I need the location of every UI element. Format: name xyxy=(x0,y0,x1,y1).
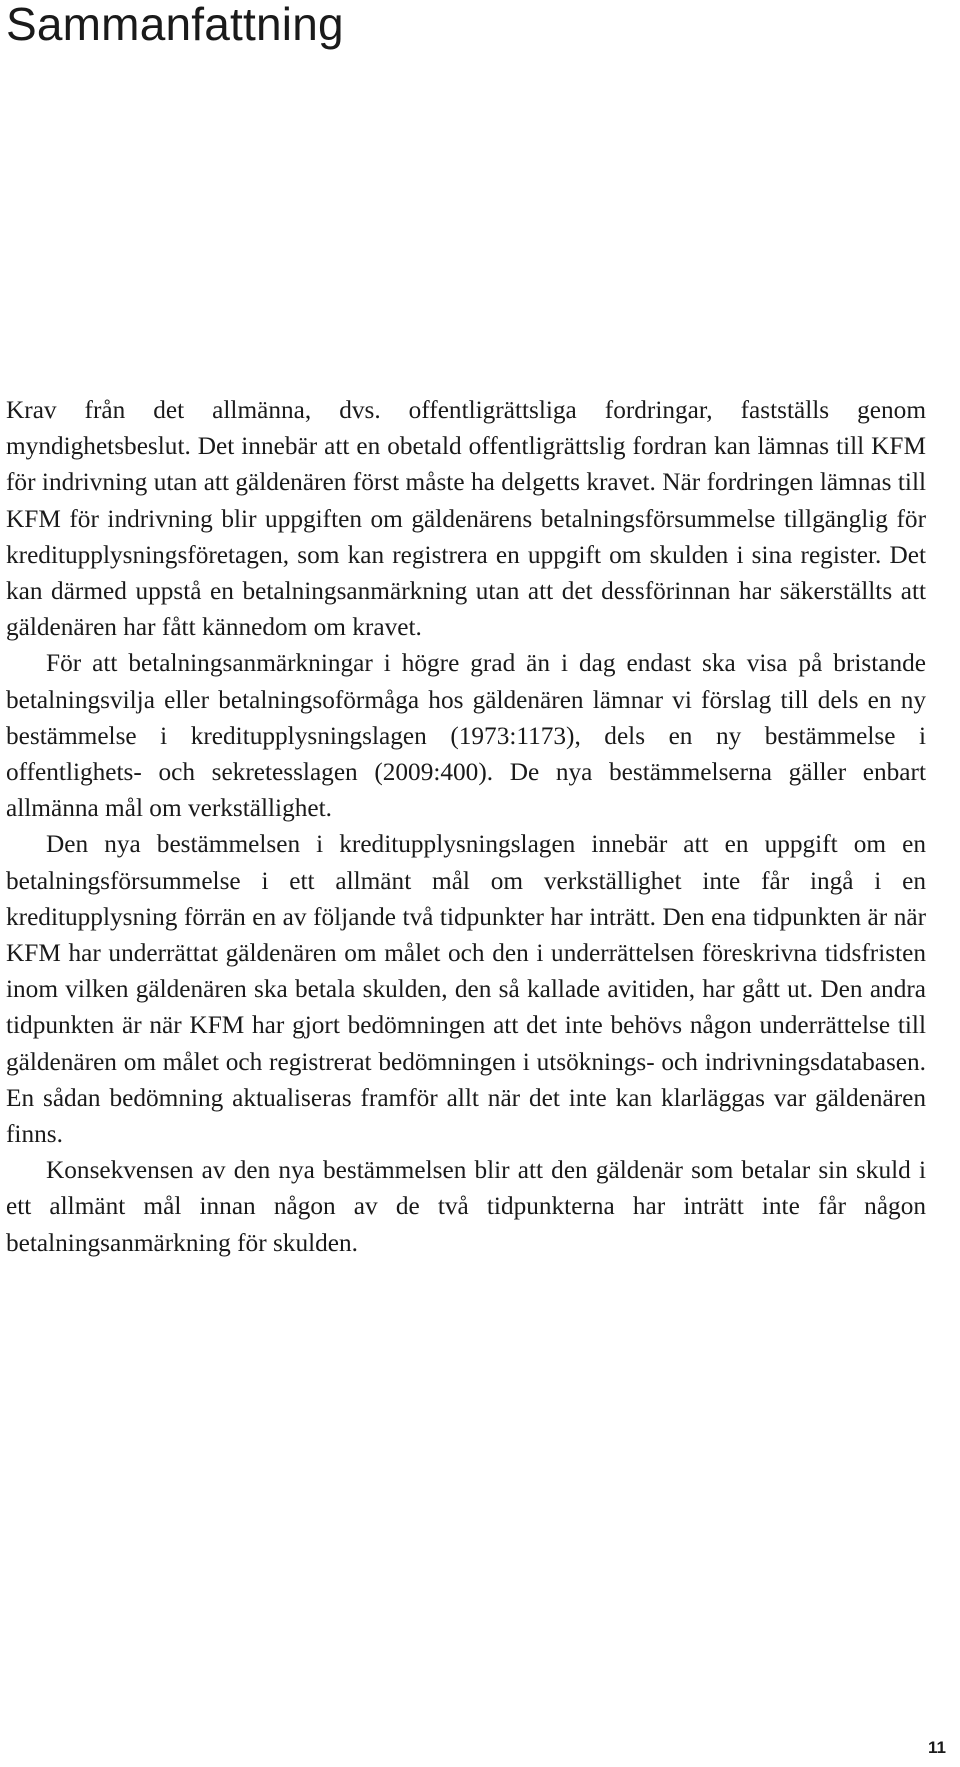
paragraph-2: För att betalningsanmärkningar i högre grad än i dag endast ska visa på bristande betalningsvilja eller betalningsoförmåga hos gäldenären lämnar vi förslag till dels en ny bestämmelse i kreditupplysningslagen (1973:1173), dels en ny bestämmelse i offentlighets- och sekretesslagen (2009:400). De nya bestämmelserna gäller enbart allmänna mål om verkställighet. xyxy=(6,649,926,823)
page-title: Sammanfattning xyxy=(6,0,344,50)
page-number: 11 xyxy=(928,1738,946,1757)
paragraph-4: Konsekvensen av den nya bestämmelsen blir att den gäldenär som betalar sin skuld i ett allmänt mål innan någon av de två tidpunkterna har inträtt inte får någon betalningsanmärkning för skulden. xyxy=(6,1156,926,1257)
paragraph-3: Den nya bestämmelsen i kreditupplysningslagen innebär att en uppgift om en betalningsförsummelse i ett allmänt mål om verkställighet inte får ingå i en kreditupplysning förrän en av följande två tidpunkter har inträtt. Den ena tidpunkten är när KFM har underrättat gäldenären om målet och den i underrättelsen föreskrivna tidsfristen inom vilken gäldenären ska betala skulden, den så kallade avitiden, har gått ut. Den andra tidpunkten är när KFM har gjort bedömningen att det inte behövs någon underrättelse till gäldenären om målet och registrerat bedömningen i utsöknings- och indrivningsdatabasen. En sådan bedömning aktualiseras framför allt när det inte kan klarläggas var gäldenären finns. xyxy=(6,830,926,1149)
paragraph-1: Krav från det allmänna, dvs. offentligrättsliga fordringar, fastställs genom myndighetsbeslut. Det innebär att en obetald offentligrättslig fordran kan lämnas till KFM för indrivning utan att gäldenären först måste ha delgetts kravet. När fordringen lämnas till KFM för indrivning blir uppgiften om gäldenärens betalningsförsummelse tillgänglig för kreditupplysningsföretagen, som kan registrera en uppgift om skulden i sina register. Det kan därmed uppstå en betalningsanmärkning utan att det dessförinnan har säkerställts att gäldenären har fått kännedom om kravet. xyxy=(6,396,926,642)
body-text xyxy=(6,392,926,1261)
